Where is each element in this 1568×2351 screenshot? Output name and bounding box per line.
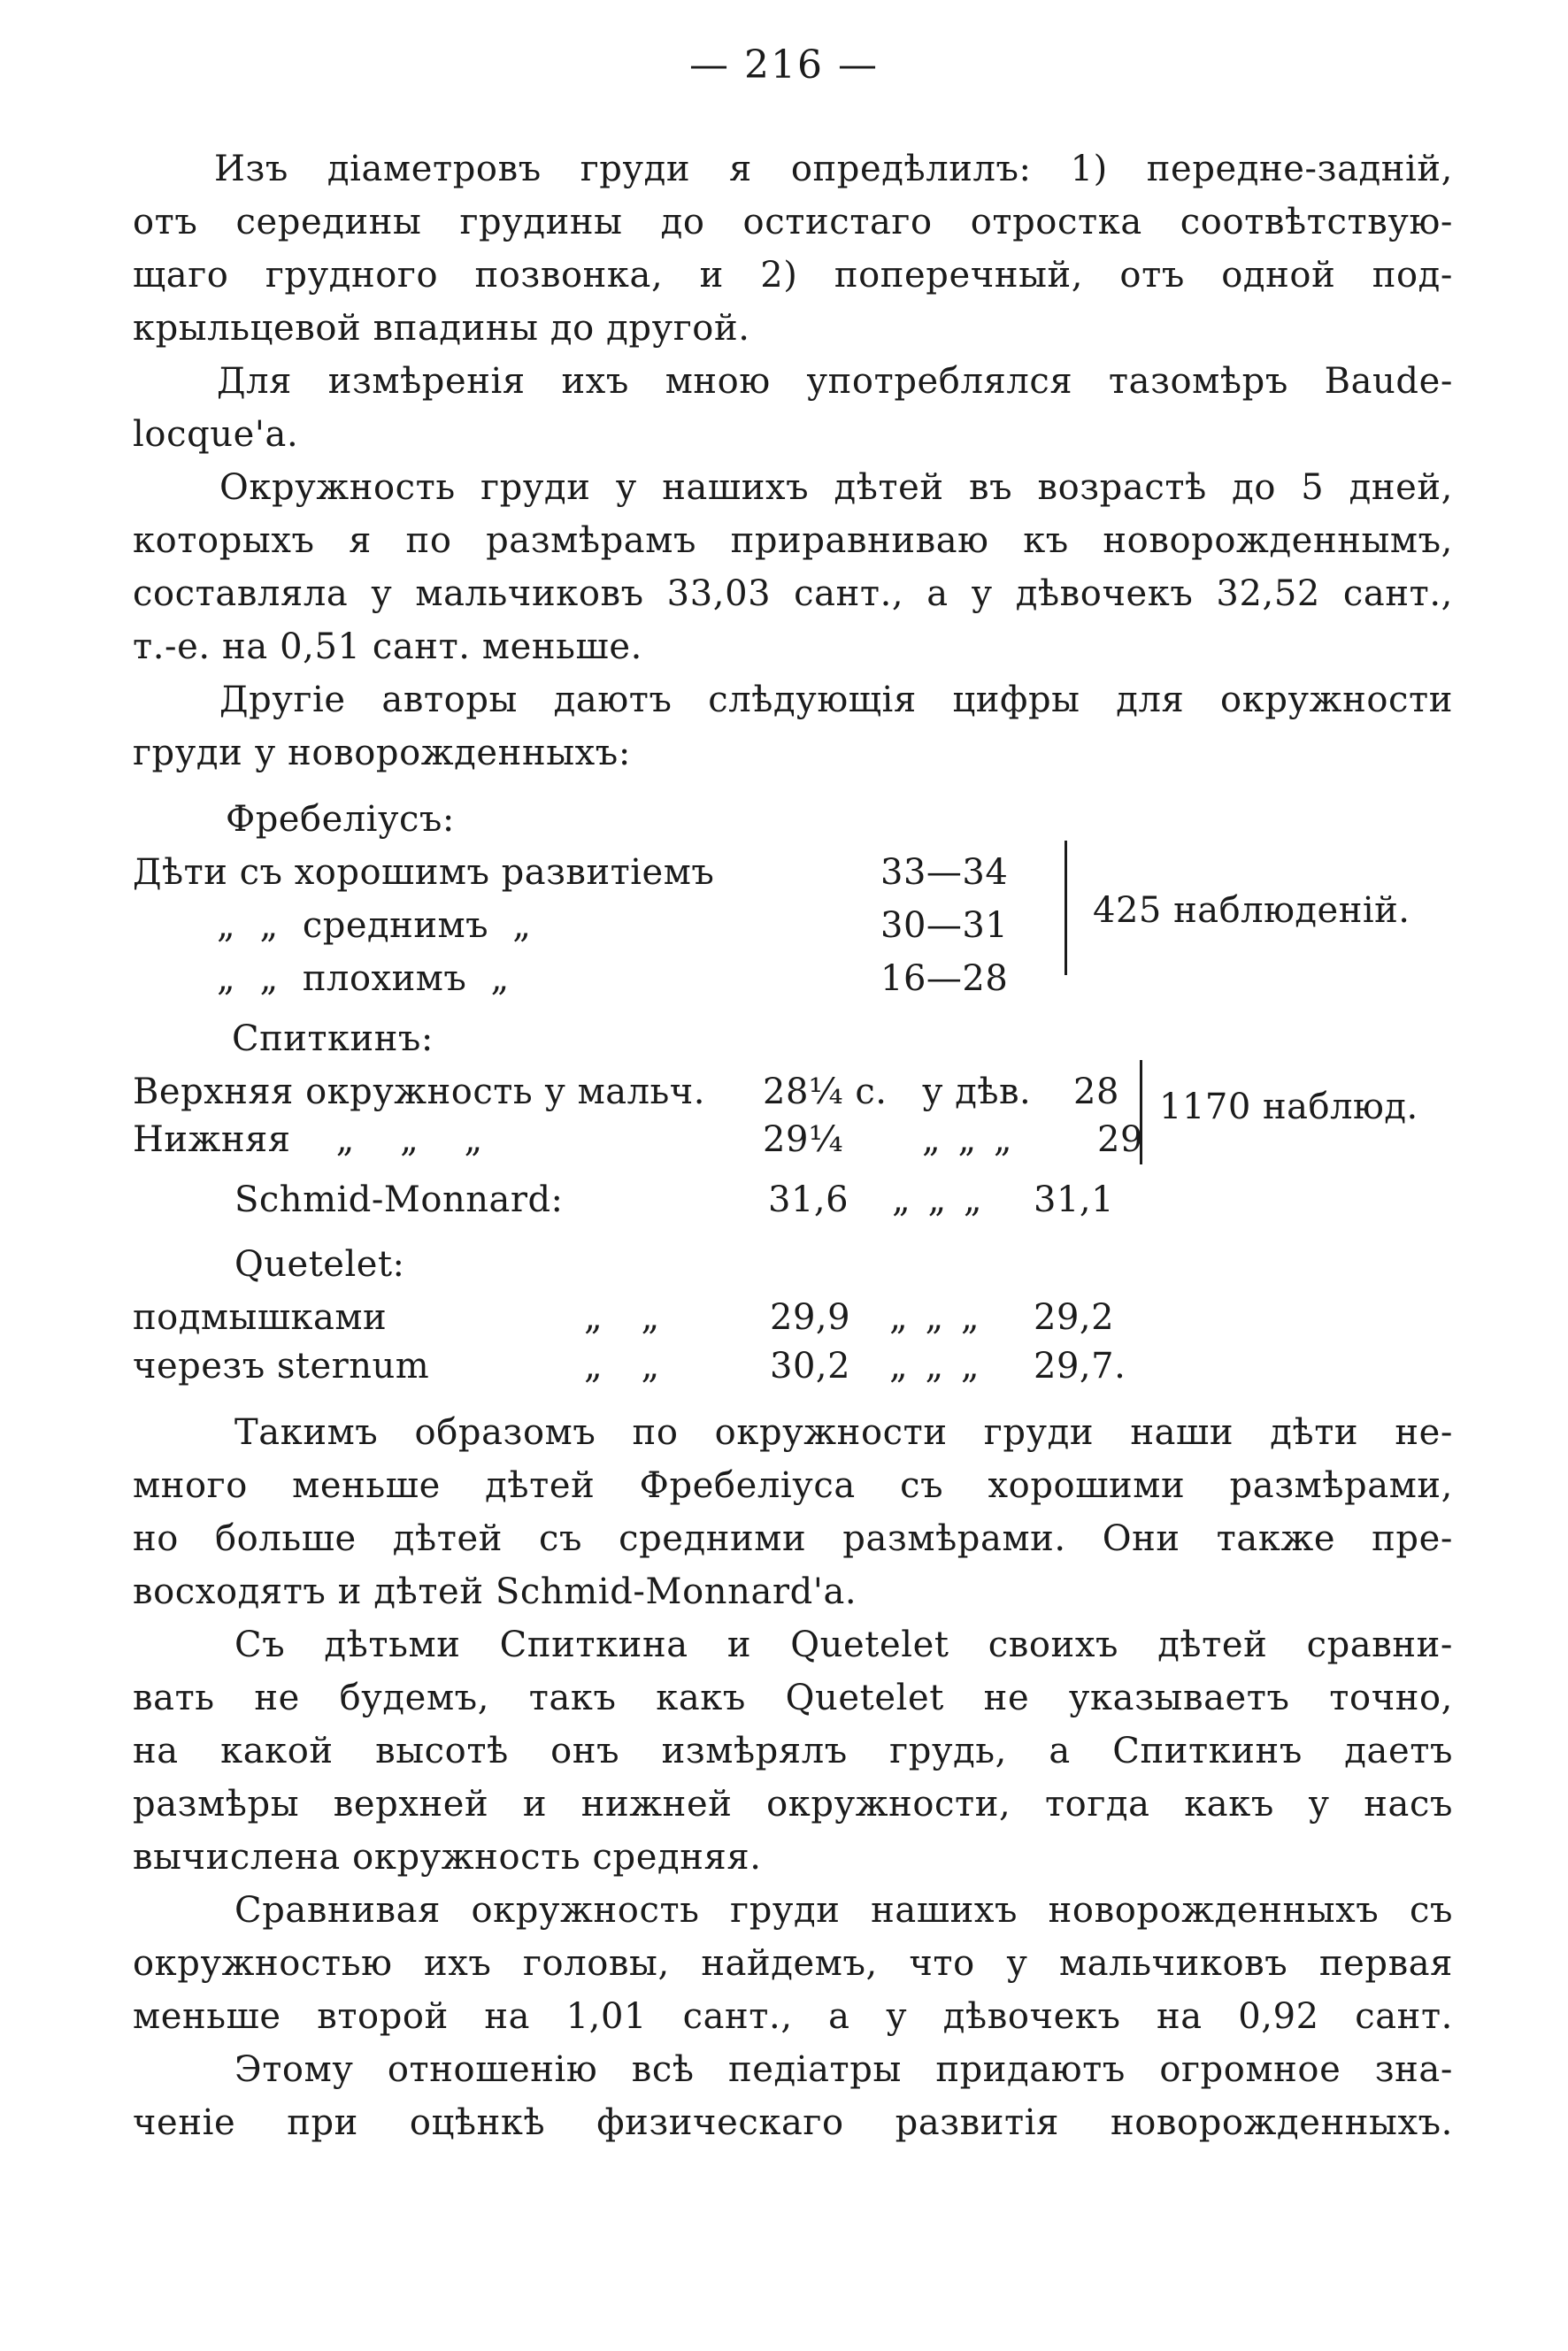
text-line: груди у новорожденныхъ: (133, 733, 631, 773)
table-row-label: Нижняя „ „ „ (133, 1119, 483, 1160)
text-line: но больше дѣтей съ средними размѣрами. Они также пре- (133, 1518, 1453, 1559)
observation-count: 425 наблюденій. (1093, 890, 1410, 931)
table-row-marker: „ „ (584, 1346, 660, 1387)
table-row-value: 16—28 (880, 958, 1009, 999)
brace (1140, 1060, 1142, 1164)
table-row-value: 33—34 (880, 852, 1009, 893)
brace (1065, 841, 1067, 975)
author-heading-frebelius: Фребеліусъ: (226, 799, 455, 840)
table-row-value: 30,2 (770, 1346, 851, 1387)
table-row-marker: „ „ „ (889, 1297, 980, 1338)
table-row-label: черезъ sternum (133, 1346, 430, 1387)
table-row-value: 31,6 (768, 1179, 849, 1220)
table-row-value: 30—31 (880, 905, 1009, 946)
table-row-value: 29,2 (1034, 1297, 1115, 1338)
table-row-label: Верхняя окружность у мальч. (133, 1072, 705, 1112)
text-line: щаго грудного позвонка, и 2) поперечный, отъ одной под- (133, 255, 1453, 296)
text-line: отъ середины грудины до остистаго отростка соотвѣтствую- (133, 202, 1453, 242)
table-row-marker: у дѣв. (922, 1072, 1032, 1112)
text-line: составляла у мальчиковъ 33,03 сант., а у дѣвочекъ 32,52 сант., (133, 573, 1453, 614)
text-line: locque'а. (133, 414, 299, 455)
text-line: на какой высотѣ онъ измѣрялъ грудь, а Спиткинъ даетъ (133, 1731, 1453, 1771)
text-line: т.-е. на 0,51 сант. меньше. (133, 626, 642, 667)
table-row-label: „ „ среднимъ „ (217, 905, 532, 946)
text-line: меньше второй на 1,01 сант., а у дѣвочекъ на 0,92 сант. (133, 1996, 1453, 2037)
author-heading-schmid-monnard: Schmid-Monnard: (234, 1179, 564, 1220)
text-line: окружностью ихъ головы, найдемъ, что у мальчиковъ первая (133, 1943, 1453, 1984)
author-heading-quetelet: Quetelet: (234, 1244, 405, 1285)
table-row-marker: „ „ „ (922, 1119, 1013, 1160)
text-line: Другіе авторы даютъ слѣдующія цифры для окружности (219, 680, 1453, 720)
text-line: размѣры верхней и нижней окружности, тогда какъ у насъ (133, 1784, 1453, 1825)
text-line: Съ дѣтьми Спиткина и Quetelet своихъ дѣтей сравни- (234, 1625, 1453, 1665)
page-number: — 216 — (689, 42, 879, 88)
table-row-marker: „ „ „ (892, 1179, 983, 1220)
text-line: Такимъ образомъ по окружности груди наши дѣти не- (234, 1412, 1453, 1453)
observation-count: 1170 наблюд. (1159, 1087, 1418, 1127)
table-row-value: 29,7. (1034, 1346, 1126, 1387)
table-row-value: 29¼ (763, 1119, 844, 1160)
text-line: много меньше дѣтей Фребеліуса съ хорошими размѣрами, (133, 1465, 1453, 1506)
text-line: ченіе при оцѣнкѣ физическаго развитія новорожденныхъ. (133, 2102, 1453, 2143)
text-line: Сравнивая окружность груди нашихъ новорожденныхъ съ (234, 1890, 1453, 1931)
text-line: вычислена окружность средняя. (133, 1837, 762, 1878)
text-line: вать не будемъ, такъ какъ Quetelet не указываетъ точно, (133, 1678, 1453, 1718)
author-heading-spitkin: Спиткинъ: (232, 1018, 434, 1059)
table-row-value: 29 (1097, 1119, 1143, 1160)
table-row-marker: „ „ (584, 1297, 660, 1338)
table-row-marker: „ „ „ (889, 1346, 980, 1387)
text-line: Этому отношенію всѣ педіатры придаютъ огромное зна- (234, 2049, 1453, 2090)
table-row-value: 28 (1073, 1072, 1119, 1112)
table-row-value: 31,1 (1034, 1179, 1115, 1220)
text-line: крыльцевой впадины до другой. (133, 308, 750, 349)
table-row-label: Дѣти съ хорошимъ развитіемъ (133, 852, 715, 893)
table-row-value: 28¼ с. (763, 1072, 888, 1112)
text-line: Окружность груди у нашихъ дѣтей въ возрастѣ до 5 дней, (219, 467, 1453, 508)
text-line: Для измѣренія ихъ мною употреблялся тазомѣръ Baude- (217, 361, 1453, 402)
table-row-value: 29,9 (770, 1297, 851, 1338)
text-line: восходятъ и дѣтей Schmid-Monnard'а. (133, 1571, 857, 1612)
table-row-label: подмышками (133, 1297, 388, 1338)
text-line: которыхъ я по размѣрамъ приравниваю къ новорожденнымъ, (133, 520, 1453, 561)
text-line: Изъ діаметровъ груди я опредѣлилъ: 1) передне-задній, (214, 149, 1453, 189)
table-row-label: „ „ плохимъ „ (217, 958, 510, 999)
